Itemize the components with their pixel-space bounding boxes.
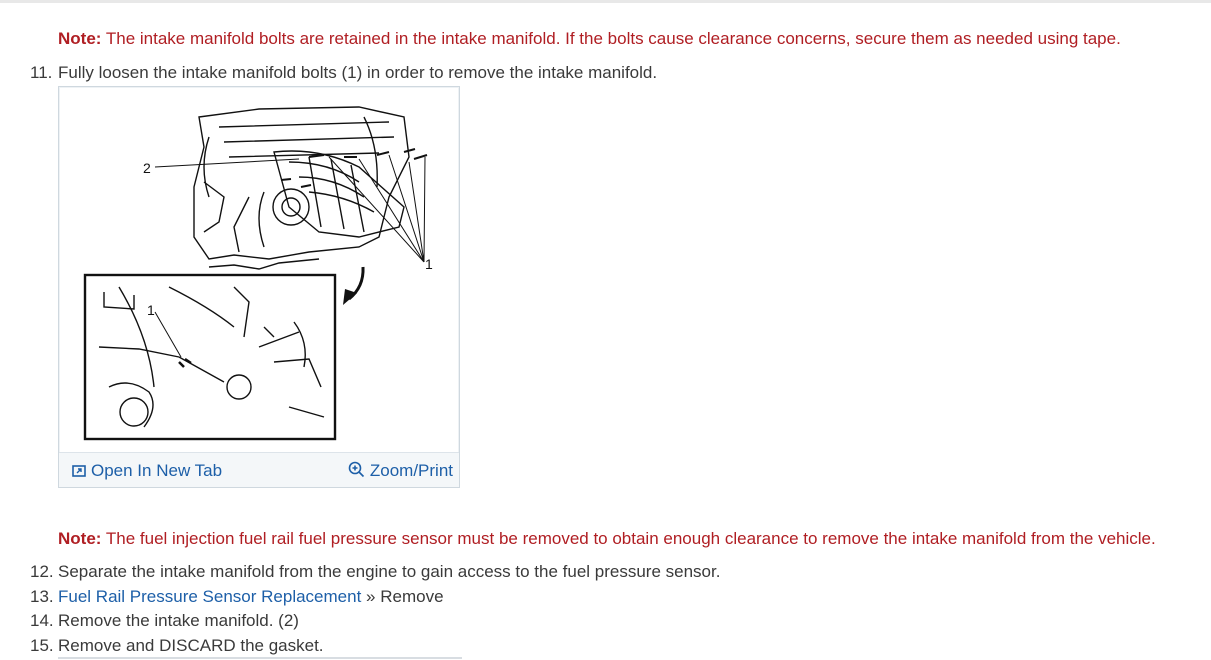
callout-1-label: 1 (425, 256, 433, 272)
callout-1-inset-label: 1 (147, 302, 155, 318)
note-bolts-retained (58, 29, 1121, 49)
step-13 (30, 587, 444, 607)
detail-inset-frame (85, 275, 335, 439)
step-number: 12. (30, 562, 54, 581)
throttle-body (273, 189, 309, 225)
intake-manifold-outline (274, 151, 404, 237)
step-12 (30, 562, 720, 582)
step-number: 13. (30, 587, 54, 606)
bottom-divider (58, 657, 462, 659)
zoom-in-icon (348, 461, 365, 478)
step-11 (30, 63, 657, 83)
zoom-print-label: Zoom/Print (369, 461, 453, 480)
step-number: 15. (30, 636, 54, 655)
step-suffix: » Remove (366, 587, 444, 606)
note-fuel-pressure-sensor (58, 529, 1156, 549)
note-label: Note: (58, 29, 102, 48)
top-divider (0, 0, 1211, 3)
step-15 (30, 636, 324, 656)
note-text: The intake manifold bolts are retained in the intake manifold. If the bolts cause clearance concerns, secure them as needed using tape. (105, 29, 1121, 48)
open-in-new-tab-link[interactable] (72, 461, 222, 481)
step-text: Remove the intake manifold. (2) (58, 611, 299, 630)
open-in-new-tab-icon (72, 464, 86, 478)
note-label: Note: (58, 529, 102, 548)
step-number: 14. (30, 611, 54, 630)
step-text: Remove and DISCARD the gasket. (58, 636, 324, 655)
callout-1-inset-leader (155, 312, 181, 357)
zoom-print-link[interactable] (348, 461, 453, 481)
open-in-new-tab-label: Open In New Tab (91, 461, 223, 480)
step-14 (30, 611, 299, 631)
figure-footer (59, 452, 459, 487)
fuel-rail-pressure-sensor-link[interactable]: Fuel Rail Pressure Sensor Replacement (58, 587, 362, 606)
step-number: 11. (30, 63, 53, 82)
note-text: The fuel injection fuel rail fuel pressure sensor must be removed to obtain enough clearance to remove the intake manifold from the vehicle. (105, 529, 1156, 548)
intake-manifold-figure (58, 86, 460, 488)
callout-2-label: 2 (143, 160, 151, 176)
step-text: Separate the intake manifold from the engine to gain access to the fuel pressure sensor. (58, 562, 721, 581)
step-text: Fully loosen the intake manifold bolts (1) in order to remove the intake manifold. (58, 63, 658, 82)
engine-illustration (59, 87, 459, 453)
